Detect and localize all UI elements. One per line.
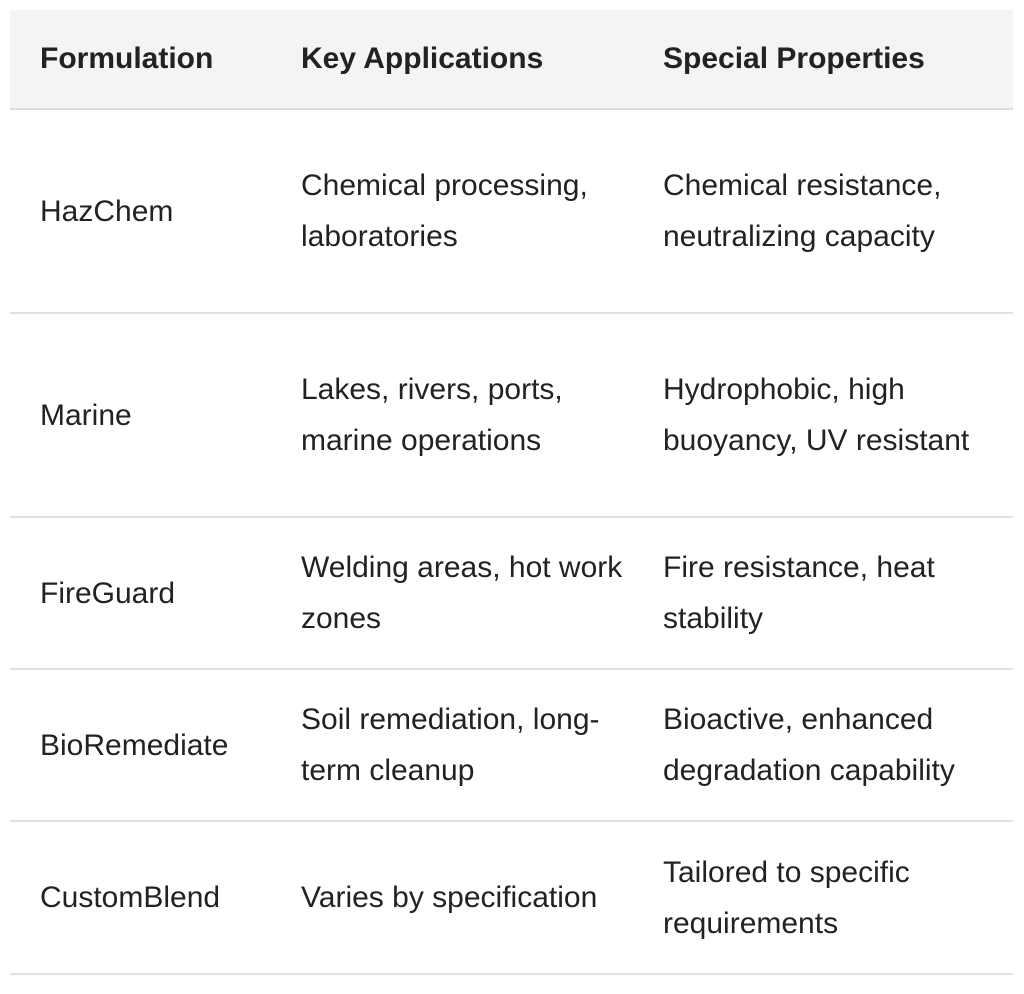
table-header: [10, 10, 1013, 109]
properties-cell: Chemical resistance, neutralizing capacity: [633, 109, 1013, 313]
table-row: [10, 109, 1013, 313]
properties-cell: Hydrophobic, high buoyancy, UV resistant: [633, 313, 1013, 517]
table-body: [10, 109, 1013, 974]
applications-cell: Varies by specification: [271, 821, 633, 974]
formulation-cell: BioRemediate: [10, 669, 271, 821]
applications-cell: Welding areas, hot work zones: [271, 517, 633, 669]
applications-cell: Chemical processing, laboratories: [271, 109, 633, 313]
applications-cell: Lakes, rivers, ports, marine operations: [271, 313, 633, 517]
header-special-properties: Special Properties: [633, 10, 1013, 109]
formulation-cell: Marine: [10, 313, 271, 517]
header-key-applications: Key Applications: [271, 10, 633, 109]
properties-cell: Tailored to specific requirements: [633, 821, 1013, 974]
table-row: [10, 313, 1013, 517]
header-row: [10, 10, 1013, 109]
table-row: [10, 517, 1013, 669]
formulation-cell: HazChem: [10, 109, 271, 313]
header-formulation: Formulation: [10, 10, 271, 109]
formulations-table: [10, 10, 1013, 975]
table-row: [10, 669, 1013, 821]
formulation-cell: CustomBlend: [10, 821, 271, 974]
properties-cell: Fire resistance, heat stability: [633, 517, 1013, 669]
properties-cell: Bioactive, enhanced degradation capability: [633, 669, 1013, 821]
applications-cell: Soil remediation, long-term cleanup: [271, 669, 633, 821]
formulation-cell: FireGuard: [10, 517, 271, 669]
table-row: [10, 821, 1013, 974]
